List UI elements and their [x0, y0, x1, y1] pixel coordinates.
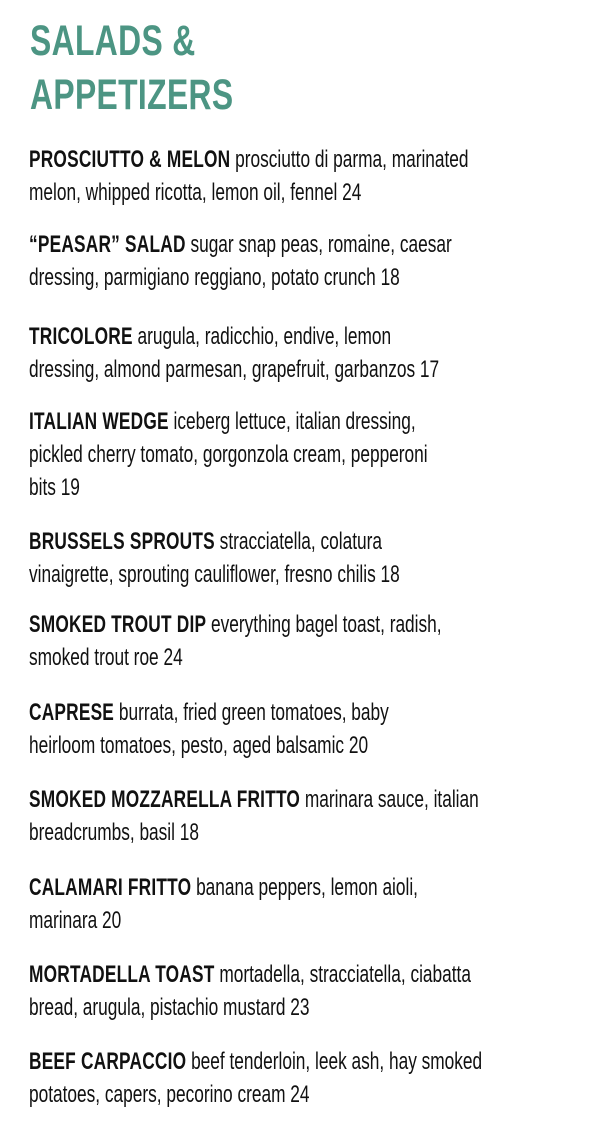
item-description: everything bagel toast, radish,	[206, 611, 442, 638]
item-description-cont: marinara 20	[29, 907, 122, 934]
item-name: SMOKED TROUT DIP	[29, 611, 207, 638]
item-description: prosciutto di parma, marinated	[230, 146, 469, 173]
item-description-cont: breadcrumbs, basil 18	[29, 819, 200, 846]
item-description: mortadella, stracciatella, ciabatta	[214, 961, 471, 988]
menu-item-caprese	[29, 696, 389, 762]
item-description-cont: heirloom tomatoes, pesto, aged balsamic 20	[29, 732, 369, 759]
menu-item-italian-wedge	[29, 405, 428, 504]
item-description-cont: pickled cherry tomato, gorgonzola cream, pepperoni	[29, 441, 428, 468]
item-name: SMOKED MOZZARELLA FRITTO	[29, 786, 301, 813]
menu-item-peasar-salad	[29, 228, 452, 294]
menu-item-tricolore	[29, 320, 439, 386]
menu-item-mortadella-toast	[29, 958, 471, 1024]
section-title-line-2: APPETIZERS	[30, 71, 234, 119]
item-name: CALAMARI FRITTO	[29, 874, 192, 901]
item-name: BRUSSELS SPROUTS	[29, 528, 215, 555]
item-description-cont: smoked trout roe 24	[29, 644, 183, 671]
item-description-cont: dressing, almond parmesan, grapefruit, garbanzos 17	[29, 356, 440, 383]
item-description-cont: potatoes, capers, pecorino cream 24	[29, 1081, 310, 1108]
item-description: banana peppers, lemon aioli,	[191, 874, 418, 901]
item-name: CAPRESE	[29, 699, 115, 726]
item-description-cont: bread, arugula, pistachio mustard 23	[29, 994, 310, 1021]
item-name: TRICOLORE	[29, 323, 133, 350]
menu-item-prosciutto-melon	[29, 143, 469, 209]
item-description: iceberg lettuce, italian dressing,	[168, 408, 416, 435]
item-description-cont-2: bits 19	[29, 474, 80, 501]
item-name: MORTADELLA TOAST	[29, 961, 215, 988]
section-title	[30, 14, 234, 122]
item-name: ITALIAN WEDGE	[29, 408, 169, 435]
menu-item-smoked-mozzarella-fritto	[29, 783, 479, 849]
item-description-cont: dressing, parmigiano reggiano, potato crunch 18	[29, 264, 400, 291]
menu-item-calamari-fritto	[29, 871, 418, 937]
item-description: marinara sauce, italian	[300, 786, 479, 813]
item-name: PROSCIUTTO & MELON	[29, 146, 231, 173]
item-name: “PEASAR” SALAD	[29, 231, 186, 258]
item-description: beef tenderloin, leek ash, hay smoked	[186, 1048, 483, 1075]
menu-item-beef-carpaccio	[29, 1045, 482, 1111]
item-description-cont: vinaigrette, sprouting cauliflower, fresno chilis 18	[29, 561, 400, 588]
item-description: stracciatella, colatura	[214, 528, 383, 555]
item-description: burrata, fried green tomatoes, baby	[114, 699, 389, 726]
section-title-line-1: SALADS &	[30, 17, 196, 65]
menu-item-brussels-sprouts	[29, 525, 400, 591]
item-description: sugar snap peas, romaine, caesar	[185, 231, 452, 258]
item-name: BEEF CARPACCIO	[29, 1048, 187, 1075]
menu-item-smoked-trout-dip	[29, 608, 442, 674]
item-description-cont: melon, whipped ricotta, lemon oil, fennel 24	[29, 179, 362, 206]
item-description: arugula, radicchio, endive, lemon	[132, 323, 392, 350]
